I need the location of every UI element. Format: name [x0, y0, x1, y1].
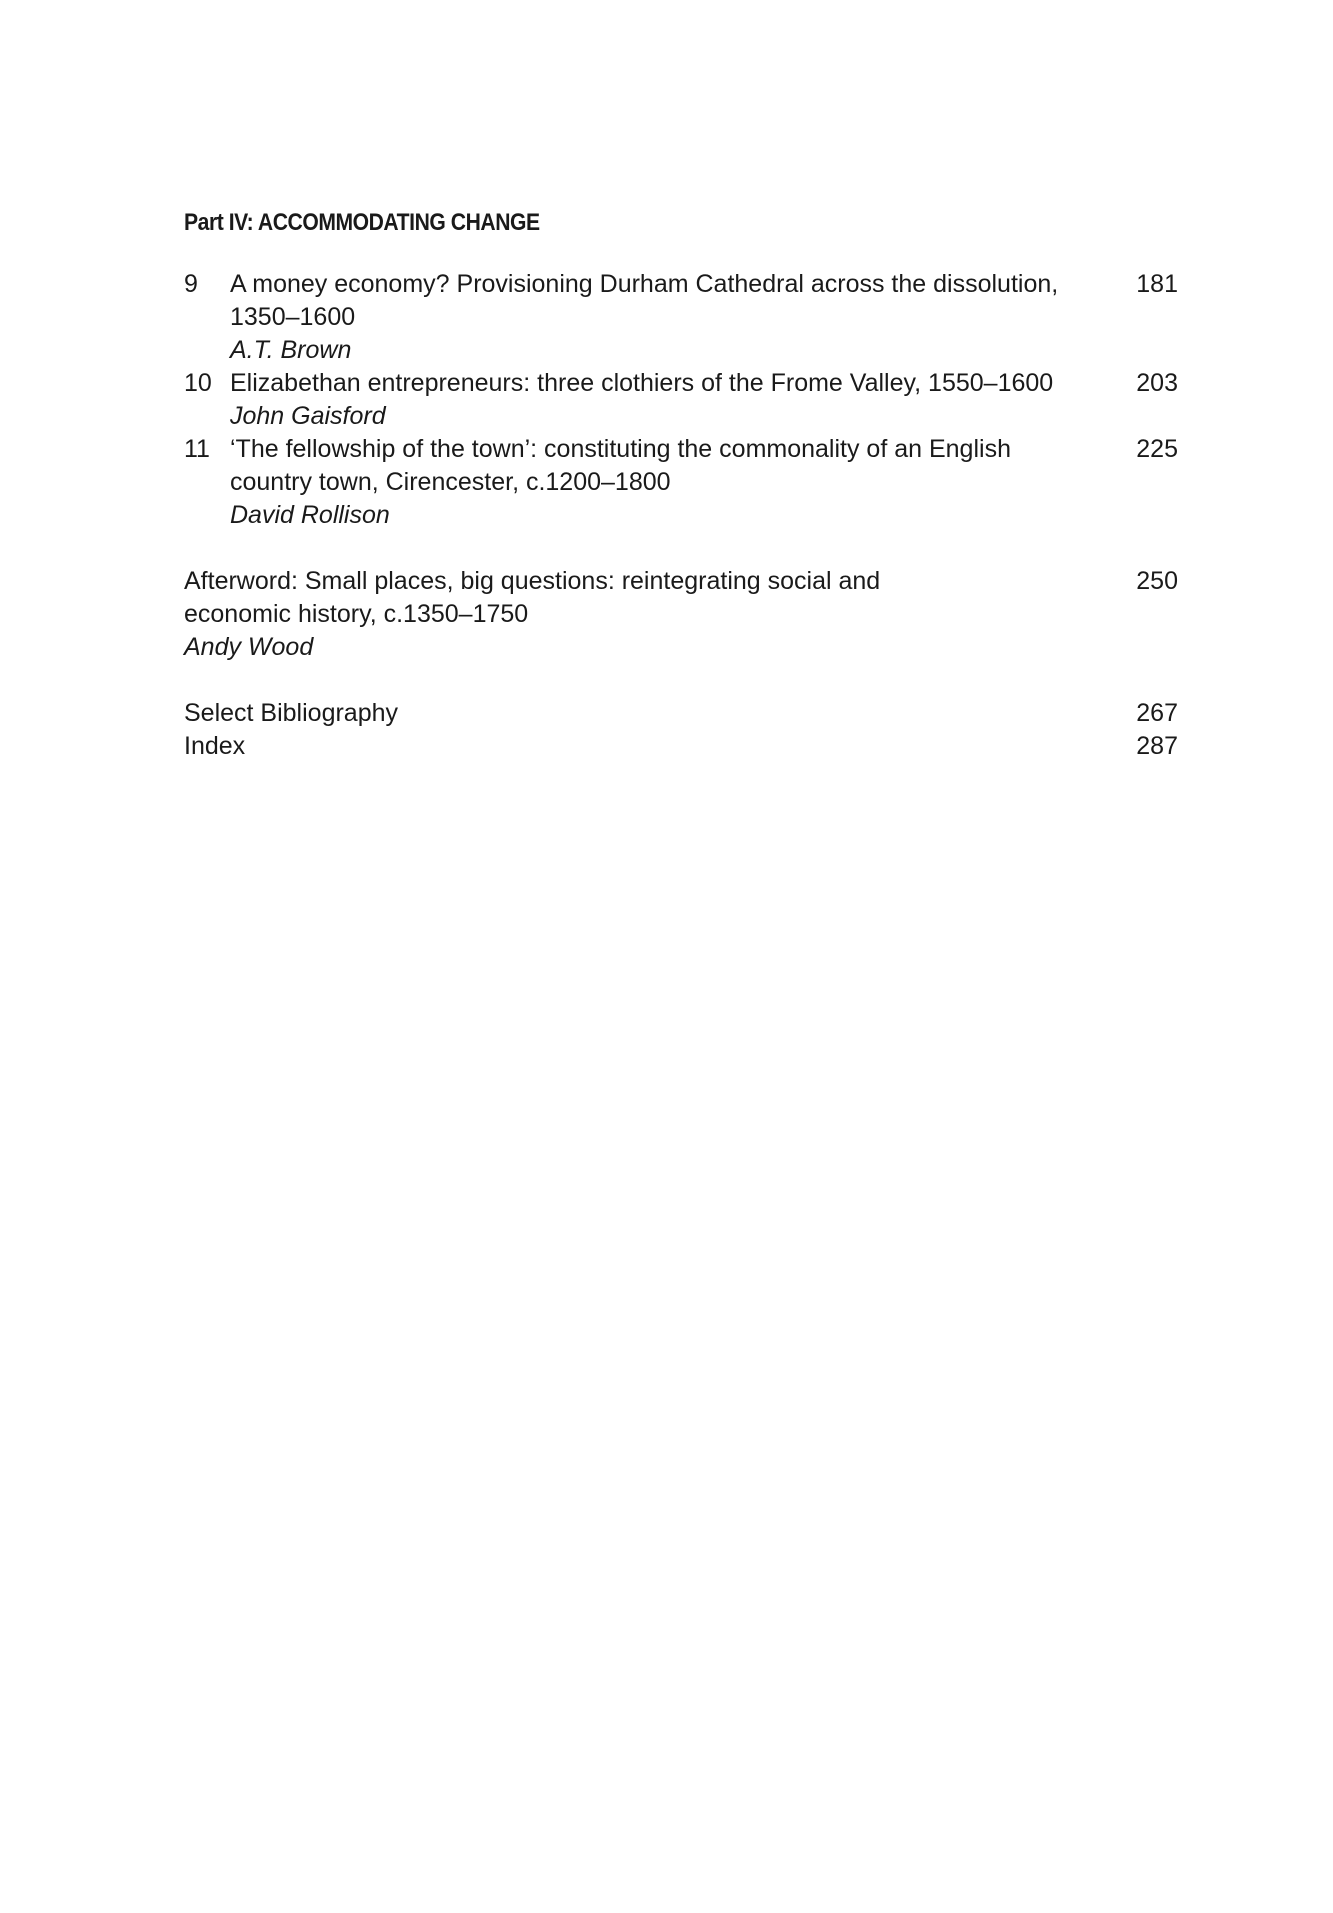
table-of-contents — [184, 208, 1178, 763]
chapter-title: A money economy? Provisioning Durham Cathedral across the dissolution, 1350–1600 — [230, 270, 1059, 331]
back-matter-entry — [184, 697, 1178, 730]
chapter-author: David Rollison — [230, 501, 390, 529]
back-matter-page-number: 287 — [1136, 732, 1178, 760]
spacer — [184, 664, 1178, 697]
chapter-body — [230, 433, 1118, 532]
afterword-entry — [184, 565, 1178, 664]
chapter-body — [230, 268, 1118, 367]
chapter-page-number: 181 — [1136, 270, 1178, 298]
afterword-page-number: 250 — [1136, 567, 1178, 595]
chapter-entry — [184, 268, 1178, 367]
chapter-title: Elizabethan entrepreneurs: three clothiers of the Frome Valley, 1550–1600 — [230, 369, 1054, 397]
chapter-page-number: 225 — [1136, 435, 1178, 463]
chapter-number: 9 — [184, 270, 198, 298]
chapter-author: John Gaisford — [230, 402, 386, 430]
afterword-body — [184, 565, 1118, 664]
back-matter-entry — [184, 730, 1178, 763]
chapter-page-number: 203 — [1136, 369, 1178, 397]
back-matter-title: Index — [184, 732, 246, 760]
chapter-entry — [184, 367, 1178, 433]
back-matter-title: Select Bibliography — [184, 699, 399, 727]
part-heading: Part IV: ACCOMMODATING CHANGE — [184, 209, 540, 236]
chapter-title: ‘The fellowship of the town’: constituting the commonality of an English country town, Cirencester, c.1200–1800 — [230, 435, 1011, 496]
chapter-body — [230, 367, 1118, 433]
spacer — [184, 532, 1178, 565]
chapter-author: A.T. Brown — [230, 336, 352, 364]
afterword-title: Afterword: Small places, big questions: reintegrating social and economic history, c.1350–1750 — [184, 567, 881, 628]
chapter-number: 11 — [184, 435, 210, 463]
chapter-entry — [184, 433, 1178, 532]
chapter-number: 10 — [184, 369, 212, 397]
back-matter-page-number: 267 — [1136, 699, 1178, 727]
afterword-author: Andy Wood — [184, 633, 314, 661]
